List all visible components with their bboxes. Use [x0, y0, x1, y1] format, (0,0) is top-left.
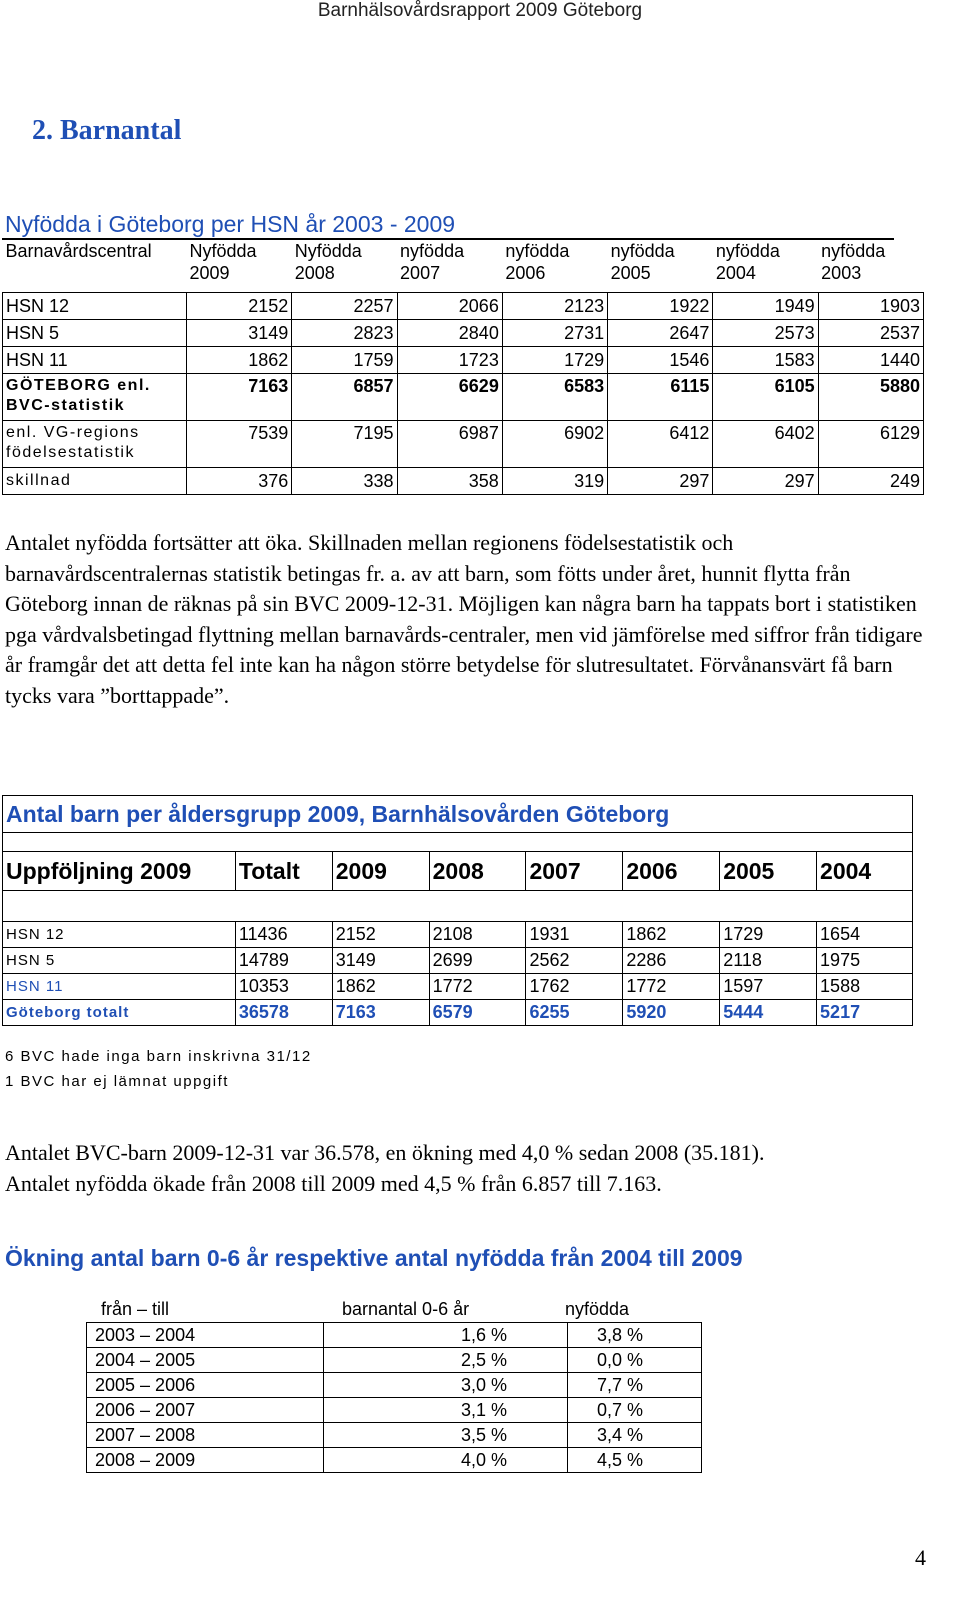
- table1-col-header: nyfödda 2006: [502, 240, 607, 293]
- table-row: [87, 1423, 702, 1448]
- paragraph-summary: [5, 1138, 945, 1199]
- cell: 2537: [818, 320, 923, 347]
- cell: 1922: [608, 293, 713, 320]
- cell: 1597: [720, 974, 817, 1000]
- cell: 1583: [713, 347, 818, 374]
- note: 1 BVC har ej lämnat uppgift: [5, 1073, 229, 1090]
- table3-title: Ökning antal barn 0-6 år respektive antal nyfödda från 2004 till 2009: [5, 1245, 743, 1271]
- cell: 1772: [623, 974, 720, 1000]
- cell: 0,7 %: [568, 1398, 702, 1423]
- table2-col-header: 2008: [429, 852, 526, 891]
- cell: 1729: [502, 347, 607, 374]
- cell: 2562: [526, 948, 623, 974]
- cell: 2699: [429, 948, 526, 974]
- cell: 11436: [235, 922, 332, 948]
- cell: 1975: [817, 948, 913, 974]
- cell: 36578: [235, 1000, 332, 1026]
- table-row: [3, 974, 913, 1000]
- cell: 249: [818, 468, 923, 495]
- cell: 2118: [720, 948, 817, 974]
- row-label: skillnad: [3, 468, 187, 495]
- page-number: 4: [915, 1545, 926, 1570]
- cell: 7539: [186, 421, 291, 468]
- table2-col-header: 2004: [817, 852, 913, 891]
- cell: 3,0 %: [324, 1373, 568, 1398]
- cell: 2573: [713, 320, 818, 347]
- cell: 1729: [720, 922, 817, 948]
- cell: 2066: [397, 293, 502, 320]
- cell: 3,5 %: [324, 1423, 568, 1448]
- table2-title: Antal barn per åldersgrupp 2009, Barnhälsovården Göteborg: [3, 796, 913, 833]
- table2-col-header: Totalt: [235, 852, 332, 891]
- cell: 2003 – 2004: [87, 1323, 324, 1348]
- cell: 2,5 %: [324, 1348, 568, 1373]
- cell: 4,5 %: [568, 1448, 702, 1473]
- section-title: 2. Barnantal: [32, 115, 182, 146]
- cell: 1440: [818, 347, 923, 374]
- table2-col-header: 2005: [720, 852, 817, 891]
- cell: 2006 – 2007: [87, 1398, 324, 1423]
- row-label: enl. VG-regions födelsestatistik: [3, 421, 187, 468]
- cell: 7163: [332, 1000, 429, 1026]
- table-row: [87, 1323, 702, 1348]
- table1-col-header: nyfödda 2003: [818, 240, 923, 293]
- cell: 376: [186, 468, 291, 495]
- cell: 338: [292, 468, 397, 495]
- cell: 1723: [397, 347, 502, 374]
- cell: 2647: [608, 320, 713, 347]
- cell: 2123: [502, 293, 607, 320]
- table-row: [3, 374, 924, 421]
- cell: 5217: [817, 1000, 913, 1026]
- cell: 1862: [332, 974, 429, 1000]
- cell: 3149: [186, 320, 291, 347]
- cell: 10353: [235, 974, 332, 1000]
- note: 6 BVC hade inga barn inskrivna 31/12: [5, 1048, 312, 1065]
- cell: 6857: [292, 374, 397, 421]
- summary-line: Antalet nyfödda ökade från 2008 till 2009 med 4,5 % från 6.857 till 7.163.: [5, 1170, 662, 1196]
- cell: 5444: [720, 1000, 817, 1026]
- cell: 2731: [502, 320, 607, 347]
- cell: 6902: [502, 421, 607, 468]
- cell: 6402: [713, 421, 818, 468]
- row-label: HSN 11: [3, 347, 187, 374]
- row-label: HSN 11: [3, 974, 236, 1000]
- table2-col-header: 2007: [526, 852, 623, 891]
- table-row: [3, 948, 913, 974]
- paragraph-explanation: Antalet nyfödda fortsätter att öka. Skillnaden mellan regionens födelsestatistik och barnavårdscentralernas statistik betingas fr. a. av att barn, som fötts under året, hunnit flytta från Göteborg innan de räknas på sin BVC 2009-12-31. Möjligen kan några barn ha tappats bort i statistiken pga vårdvalsbetingad flyttning mellan barnavårds-centraler, men vid jämförelse med siffror från tidigare år framgår det att detta fel inte kan ha någon större betydelse för slutresultatet. Förvånansvärt få barn tycks vara ”borttappade”.: [5, 530, 923, 708]
- cell: 6255: [526, 1000, 623, 1026]
- cell: 2840: [397, 320, 502, 347]
- table-row: [3, 468, 924, 495]
- cell: 6987: [397, 421, 502, 468]
- cell: 6579: [429, 1000, 526, 1026]
- cell: 1546: [608, 347, 713, 374]
- table1-col0-header: Barnavårdscentral: [3, 240, 187, 293]
- row-label: GÖTEBORG enl. BVC-statistik: [3, 374, 187, 421]
- cell: 3,4 %: [568, 1423, 702, 1448]
- row-label: HSN 5: [3, 948, 236, 974]
- cell: 1903: [818, 293, 923, 320]
- table2-spacer: [3, 891, 913, 922]
- cell: 1654: [817, 922, 913, 948]
- cell: 2005 – 2006: [87, 1373, 324, 1398]
- cell: 2108: [429, 922, 526, 948]
- cell: 7,7 %: [568, 1373, 702, 1398]
- table-row: [87, 1398, 702, 1423]
- table-row: [3, 421, 924, 468]
- table-row: [87, 1448, 702, 1473]
- table-row: [87, 1373, 702, 1398]
- table-row: [3, 347, 924, 374]
- cell: 1759: [292, 347, 397, 374]
- cell: 2007 – 2008: [87, 1423, 324, 1448]
- table1-col-header: nyfödda 2007: [397, 240, 502, 293]
- cell: 3149: [332, 948, 429, 974]
- cell: 1931: [526, 922, 623, 948]
- cell: 358: [397, 468, 502, 495]
- cell: 1772: [429, 974, 526, 1000]
- cell: 2152: [186, 293, 291, 320]
- age-group-table: [2, 795, 913, 1026]
- row-label: Göteborg totalt: [3, 1000, 236, 1026]
- table2-header-row: [3, 852, 913, 891]
- cell: 4,0 %: [324, 1448, 568, 1473]
- table1-col-header: nyfödda 2005: [608, 240, 713, 293]
- table-row: [3, 1000, 913, 1026]
- table1-title: Nyfödda i Göteborg per HSN år 2003 - 2009: [5, 211, 456, 237]
- cell: 1862: [186, 347, 291, 374]
- cell: 5880: [818, 374, 923, 421]
- cell: 6115: [608, 374, 713, 421]
- table2-col-header: Uppföljning 2009: [3, 852, 236, 891]
- running-header: Barnhälsovårdsrapport 2009 Göteborg: [317, 0, 643, 21]
- cell: 6412: [608, 421, 713, 468]
- cell: 2008 – 2009: [87, 1448, 324, 1473]
- table3-col-header: från – till: [101, 1299, 170, 1319]
- cell: 14789: [235, 948, 332, 974]
- cell: 1862: [623, 922, 720, 948]
- cell: 6105: [713, 374, 818, 421]
- table-row: [87, 1348, 702, 1373]
- row-label: HSN 12: [3, 922, 236, 948]
- cell: 2286: [623, 948, 720, 974]
- cell: 1588: [817, 974, 913, 1000]
- cell: 297: [713, 468, 818, 495]
- cell: 3,1 %: [324, 1398, 568, 1423]
- table2-col-header: 2009: [332, 852, 429, 891]
- newborns-table: [2, 240, 924, 495]
- cell: 1949: [713, 293, 818, 320]
- cell: 7195: [292, 421, 397, 468]
- cell: 2152: [332, 922, 429, 948]
- cell: 2004 – 2005: [87, 1348, 324, 1373]
- cell: 297: [608, 468, 713, 495]
- cell: 7163: [186, 374, 291, 421]
- table2-spacer: [3, 833, 913, 852]
- cell: 1,6 %: [324, 1323, 568, 1348]
- cell: 6129: [818, 421, 923, 468]
- cell: 2823: [292, 320, 397, 347]
- growth-table: [86, 1322, 702, 1473]
- cell: 5920: [623, 1000, 720, 1026]
- row-label: HSN 12: [3, 293, 187, 320]
- table1-header-row: [3, 240, 924, 293]
- table3-col-header: barnantal 0-6 år: [342, 1299, 470, 1319]
- table-row: [3, 293, 924, 320]
- cell: 6629: [397, 374, 502, 421]
- table2-col-header: 2006: [623, 852, 720, 891]
- row-label: HSN 5: [3, 320, 187, 347]
- table1-col-header: nyfödda 2004: [713, 240, 818, 293]
- table-row: [3, 922, 913, 948]
- table-row: [3, 320, 924, 347]
- cell: 3,8 %: [568, 1323, 702, 1348]
- cell: 6583: [502, 374, 607, 421]
- cell: 1762: [526, 974, 623, 1000]
- cell: 2257: [292, 293, 397, 320]
- cell: 0,0 %: [568, 1348, 702, 1373]
- cell: 319: [502, 468, 607, 495]
- table1-col-header: Nyfödda 2009: [186, 240, 291, 293]
- summary-line: Antalet BVC-barn 2009-12-31 var 36.578, en ökning med 4,0 % sedan 2008 (35.181).: [5, 1140, 765, 1165]
- table1-col-header: Nyfödda 2008: [292, 240, 397, 293]
- table3-col-header: nyfödda: [565, 1299, 630, 1319]
